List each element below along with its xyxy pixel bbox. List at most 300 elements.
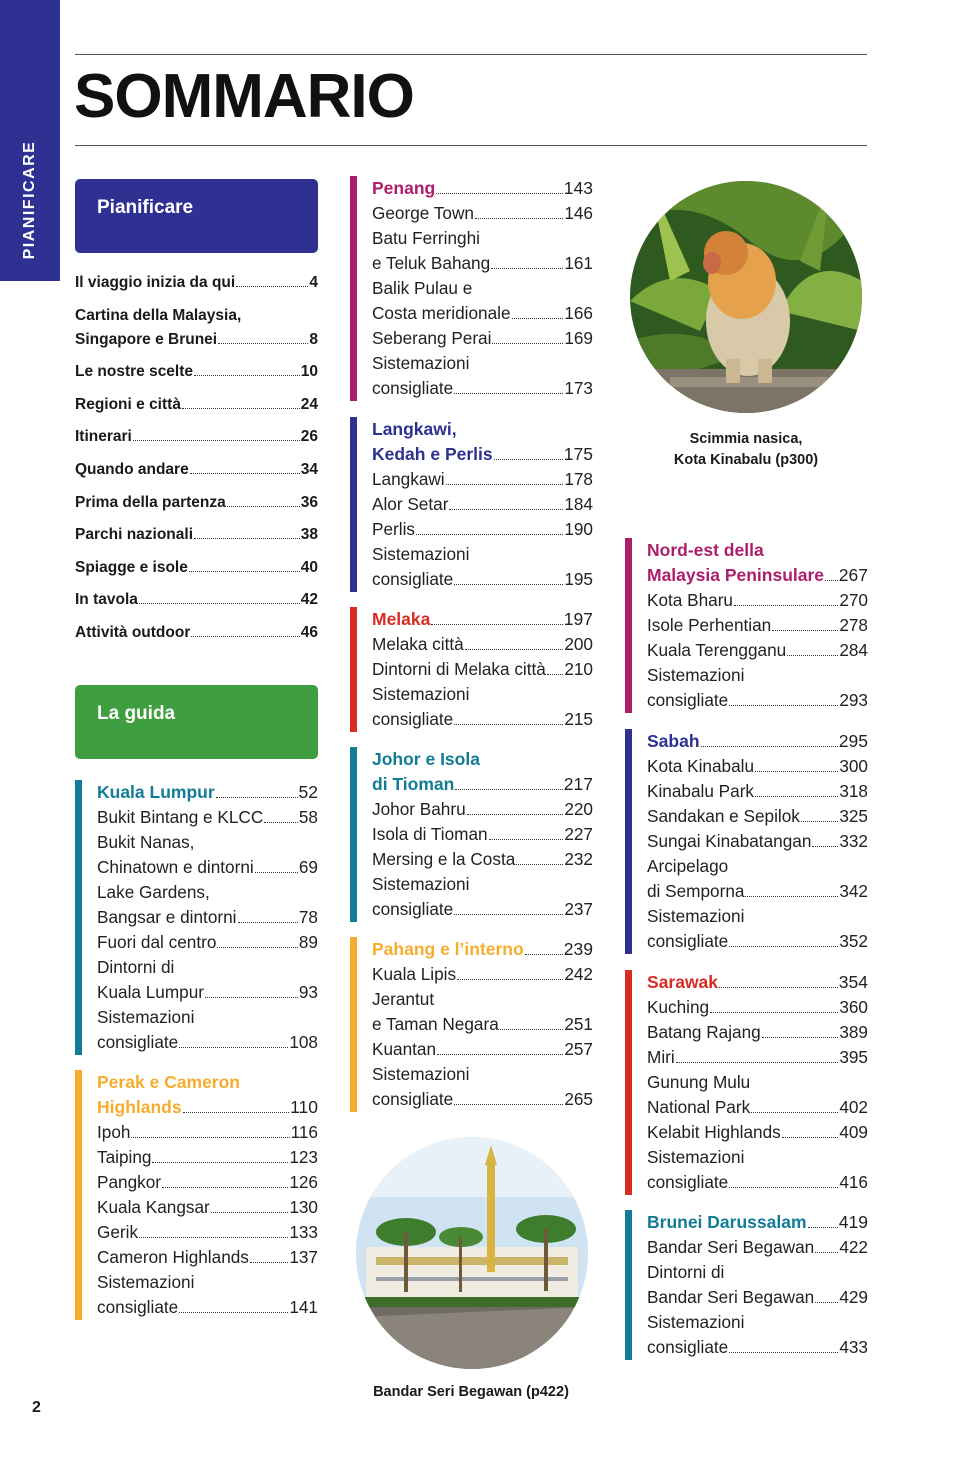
leader-dots (431, 624, 562, 625)
toc-entry[interactable] (372, 707, 593, 732)
entry-page: 342 (839, 881, 868, 901)
plan-entry-label: Attività outdoor (75, 623, 191, 641)
plan-entry[interactable] (75, 621, 318, 645)
section-title: Melaka (372, 609, 431, 629)
entry-label: Balik Pulau e (372, 278, 473, 298)
toc-entry (647, 1310, 868, 1335)
entry-label: Sistemazioni (647, 665, 745, 685)
entry-label: consigliate (647, 690, 729, 710)
entry-page: 166 (564, 303, 593, 323)
leader-dots (454, 393, 563, 394)
leader-dots (815, 1252, 838, 1253)
entry-page: 295 (838, 731, 868, 751)
toc-entry[interactable] (647, 1235, 868, 1260)
section-title: Perak e Cameron (97, 1072, 240, 1092)
entry-page: 69 (298, 857, 318, 877)
entry-label: Sistemazioni (647, 906, 745, 926)
toc-entry[interactable] (97, 1170, 318, 1195)
entry-label: Sistemazioni (372, 874, 470, 894)
toc-entry[interactable] (97, 905, 318, 930)
leader-dots (745, 896, 838, 897)
entry-page: 267 (838, 565, 868, 585)
toc-entry[interactable] (97, 980, 318, 1005)
entry-page: 402 (839, 1097, 868, 1117)
section-title: Kedah e Perlis (372, 444, 493, 464)
entry-label: National Park (647, 1097, 751, 1117)
entry-label: Sistemazioni (97, 1007, 195, 1027)
toc-entry[interactable] (372, 492, 593, 517)
plan-entry-page: 26 (300, 428, 318, 446)
leader-dots (489, 839, 564, 840)
section-heading-line[interactable] (647, 1210, 868, 1235)
entry-page: 173 (564, 378, 593, 398)
toc-entry (647, 1260, 868, 1285)
toc-entry[interactable] (372, 567, 593, 592)
section-brunei (625, 1210, 868, 1360)
section-heading-line[interactable] (372, 176, 593, 201)
section-title: Malaysia Peninsulare (647, 565, 825, 585)
entry-label: Sistemazioni (372, 1064, 470, 1084)
leader-dots (729, 1352, 838, 1353)
toc-entry (647, 854, 868, 879)
plan-entry[interactable] (75, 556, 318, 580)
section-title: Langkawi, (372, 419, 457, 439)
toc-entry (372, 1062, 593, 1087)
toc-entry[interactable] (647, 754, 868, 779)
entry-label: Dintorni di (647, 1262, 725, 1282)
toc-entry[interactable] (647, 879, 868, 904)
plan-entry-label: Cartina della Malaysia, (75, 306, 242, 324)
section-title: Highlands (97, 1097, 182, 1117)
side-tab-label: PIANIFICARE (21, 140, 38, 260)
entry-page: 161 (564, 253, 593, 273)
entry-page: 169 (564, 328, 593, 348)
plan-entry-label: Quando andare (75, 460, 189, 478)
leader-dots (416, 534, 563, 535)
entry-label: Perlis (372, 519, 415, 539)
entry-label: Sistemazioni (647, 1312, 745, 1332)
entry-page: 141 (289, 1297, 318, 1317)
leader-dots (812, 846, 838, 847)
entry-page: 284 (839, 640, 868, 660)
entry-page: 58 (298, 807, 318, 827)
entry-label: consigliate (372, 1089, 454, 1109)
entry-page: 409 (839, 1122, 868, 1142)
entry-label: Arcipelago (647, 856, 729, 876)
section-heading-line[interactable] (372, 937, 593, 962)
toc-entry (372, 987, 593, 1012)
toc-entry[interactable] (372, 376, 593, 401)
leader-dots (500, 1029, 564, 1030)
leader-dots (457, 979, 563, 980)
entry-label: Sistemazioni (97, 1272, 195, 1292)
toc-entry (97, 955, 318, 980)
entry-label: Gerik (97, 1222, 139, 1242)
entry-page: 52 (298, 782, 318, 802)
leader-dots (492, 343, 563, 344)
toc-entry (372, 872, 593, 897)
entry-label: Lake Gardens, (97, 882, 210, 902)
entry-page: 220 (564, 799, 593, 819)
leader-dots (762, 1037, 839, 1038)
entry-label: Kota Bharu (647, 590, 733, 610)
toc-entry[interactable] (647, 638, 868, 663)
leader-dots (191, 636, 299, 637)
plan-entry-page: 46 (300, 623, 318, 641)
entry-label: Bandar Seri Begawan (647, 1237, 815, 1257)
plan-list (75, 271, 318, 654)
toc-entry[interactable] (97, 1030, 318, 1055)
entry-page: 433 (839, 1337, 868, 1357)
entry-page: 395 (839, 1047, 868, 1067)
entry-label: Sistemazioni (372, 544, 470, 564)
toc-entry[interactable] (372, 301, 593, 326)
section-langkawi (350, 417, 593, 592)
toc-entry (97, 1005, 318, 1030)
entry-page: 293 (839, 690, 868, 710)
entry-page: 184 (564, 494, 593, 514)
plan-header-box (75, 179, 318, 253)
leader-dots (131, 1137, 289, 1138)
entry-page: 210 (564, 659, 593, 679)
section-penang (350, 176, 593, 401)
toc-entry[interactable] (372, 962, 593, 987)
section-title: Sarawak (647, 972, 719, 992)
entry-page: 270 (839, 590, 868, 610)
section-title: di Tioman (372, 774, 455, 794)
toc-entry[interactable] (647, 804, 868, 829)
section-johor (350, 747, 593, 922)
section-heading-line[interactable] (372, 442, 593, 467)
toc-entry (372, 351, 593, 376)
toc-entry[interactable] (647, 995, 868, 1020)
entry-label: Bangsar e dintorni (97, 907, 237, 927)
leader-dots (516, 864, 563, 865)
leader-dots (755, 771, 838, 772)
leader-dots (454, 914, 563, 915)
entry-label: Taiping (97, 1147, 152, 1167)
toc-entry[interactable] (372, 797, 593, 822)
leader-dots (525, 954, 563, 955)
leader-dots (194, 375, 300, 376)
entry-label: Isola di Tioman (372, 824, 488, 844)
leader-dots (238, 922, 298, 923)
mosque-caption: Bandar Seri Begawan (p422) (373, 1384, 569, 1400)
entry-label: e Teluk Bahang (372, 253, 491, 273)
leader-dots (179, 1047, 288, 1048)
leader-dots (217, 947, 297, 948)
toc-entry[interactable] (372, 822, 593, 847)
section-heading-line[interactable] (647, 970, 868, 995)
toc-entry[interactable] (372, 657, 593, 682)
leader-dots (825, 580, 838, 581)
plan-entry[interactable] (75, 425, 318, 449)
leader-dots (182, 408, 300, 409)
toc-entry[interactable] (372, 1012, 593, 1037)
leader-dots (782, 1137, 839, 1138)
toc-entry[interactable] (97, 1245, 318, 1270)
plan-entry[interactable] (75, 523, 318, 547)
entry-page: 190 (564, 519, 593, 539)
entry-page: 200 (564, 634, 593, 654)
section-heading-line[interactable] (647, 563, 868, 588)
plan-entry[interactable] (75, 271, 318, 295)
plan-entry-page: 40 (300, 558, 318, 576)
entry-label: Isole Perhentian (647, 615, 772, 635)
leader-dots (676, 1062, 839, 1063)
toc-entry[interactable] (647, 1285, 868, 1310)
plan-entry-page: 36 (300, 493, 318, 511)
toc-entry[interactable] (647, 1170, 868, 1195)
plan-entry[interactable] (75, 360, 318, 384)
entry-page: 130 (289, 1197, 318, 1217)
plan-entry[interactable] (75, 393, 318, 417)
toc-entry (97, 1270, 318, 1295)
entry-label: consigliate (647, 1337, 729, 1357)
entry-label: Sistemazioni (647, 1147, 745, 1167)
toc-entry[interactable] (97, 930, 318, 955)
section-sarawak (625, 970, 868, 1195)
leader-dots (465, 649, 564, 650)
toc-entry[interactable] (647, 613, 868, 638)
toc-entry[interactable] (647, 688, 868, 713)
leader-dots (133, 440, 300, 441)
leader-dots (494, 459, 563, 460)
toc-entry[interactable] (97, 1295, 318, 1320)
toc-entry[interactable] (97, 1220, 318, 1245)
section-perak (75, 1070, 318, 1320)
entry-label: consigliate (647, 931, 729, 951)
entry-label: e Taman Negara (372, 1014, 499, 1034)
section-melaka (350, 607, 593, 732)
entry-label: consigliate (97, 1032, 179, 1052)
side-tab (0, 0, 60, 281)
page-title: SOMMARIO (74, 62, 414, 131)
leader-dots (751, 1112, 838, 1113)
entry-page: 419 (838, 1212, 868, 1232)
leader-dots (455, 789, 562, 790)
entry-label: Dintorni di (97, 957, 175, 977)
entry-label: Sandakan e Sepilok (647, 806, 800, 826)
leader-dots (189, 571, 300, 572)
toc-entry[interactable] (97, 1145, 318, 1170)
section-heading-line (97, 1070, 318, 1095)
leader-dots (190, 473, 300, 474)
entry-page: 332 (839, 831, 868, 851)
entry-page: 78 (298, 907, 318, 927)
toc-entry[interactable] (372, 1037, 593, 1062)
section-heading-line[interactable] (372, 607, 593, 632)
section-title: Kuala Lumpur (97, 782, 215, 802)
plan-entry-page: 24 (300, 395, 318, 413)
leader-dots (547, 674, 563, 675)
toc-entry (372, 276, 593, 301)
toc-entry[interactable] (372, 326, 593, 351)
entry-page: 389 (839, 1022, 868, 1042)
toc-entry (647, 904, 868, 929)
toc-entry[interactable] (372, 517, 593, 542)
toc-entry[interactable] (647, 1120, 868, 1145)
entry-label: Melaka città (372, 634, 464, 654)
toc-entry[interactable] (97, 855, 318, 880)
toc-entry[interactable] (647, 1095, 868, 1120)
entry-label: Kuantan (372, 1039, 437, 1059)
leader-dots (255, 872, 298, 873)
section-heading-line[interactable] (97, 1095, 318, 1120)
leader-dots (139, 603, 300, 604)
entry-label: Kelabit Highlands (647, 1122, 781, 1142)
toc-entry[interactable] (372, 1087, 593, 1112)
entry-page: 146 (564, 203, 593, 223)
plan-entry-label: Prima della partenza (75, 493, 226, 511)
entry-label: Alor Setar (372, 494, 449, 514)
entry-label: Kuching (647, 997, 710, 1017)
entry-label: Mersing e la Costa (372, 849, 516, 869)
entry-label: Kuala Kangsar (97, 1197, 210, 1217)
plan-entry[interactable] (75, 588, 318, 612)
monkey-caption-line2: Kota Kinabalu (p300) (673, 452, 819, 468)
leader-dots (729, 946, 838, 947)
monkey-caption (640, 429, 852, 471)
toc-entry[interactable] (372, 847, 593, 872)
leader-dots (772, 630, 838, 631)
entry-label: di Semporna (647, 881, 745, 901)
entry-page: 123 (289, 1147, 318, 1167)
entry-label: Batang Rajang (647, 1022, 761, 1042)
plan-entry-label: Spiagge e isole (75, 558, 188, 576)
entry-label: Cameron Highlands (97, 1247, 249, 1267)
leader-dots (808, 1227, 838, 1228)
toc-entry[interactable] (372, 897, 593, 922)
entry-label: Johor Bahru (372, 799, 466, 819)
entry-label: Kinabalu Park (647, 781, 755, 801)
leader-dots (211, 1212, 289, 1213)
guide-header: La guida (97, 703, 176, 724)
toc-entry[interactable] (97, 1195, 318, 1220)
toc-entry (97, 880, 318, 905)
plan-entry-label: Le nostre scelte (75, 363, 194, 381)
entry-page: 143 (563, 178, 593, 198)
entry-label: consigliate (372, 378, 454, 398)
section-kuala-lumpur (75, 780, 318, 1055)
plan-entry-label: Il viaggio inizia da qui (75, 274, 236, 291)
plan-entry[interactable] (75, 328, 318, 352)
section-nord-est (625, 538, 868, 713)
section-title: Brunei Darussalam (647, 1212, 807, 1232)
toc-entry[interactable] (647, 779, 868, 804)
leader-dots (787, 655, 838, 656)
leader-dots (801, 821, 838, 822)
entry-page: 265 (564, 1089, 593, 1109)
leader-dots (454, 724, 563, 725)
leader-dots (512, 318, 564, 319)
leader-dots (250, 1262, 288, 1263)
section-sabah (625, 729, 868, 954)
plan-entry-label: In tavola (75, 591, 138, 609)
entry-page: 217 (563, 774, 593, 794)
leader-dots (449, 509, 563, 510)
toc-entry[interactable] (97, 805, 318, 830)
entry-page: 178 (564, 469, 593, 489)
plan-entry[interactable] (75, 491, 318, 515)
entry-page: 239 (563, 939, 593, 959)
leader-dots (710, 1012, 838, 1013)
entry-page: 360 (839, 997, 868, 1017)
plan-entry-page: 4 (309, 274, 318, 291)
entry-page: 93 (298, 982, 318, 1002)
toc-entry (97, 830, 318, 855)
entry-label: Kuala Lumpur (97, 982, 205, 1002)
leader-dots (436, 193, 563, 194)
toc-entry[interactable] (647, 829, 868, 854)
leader-dots (475, 218, 563, 219)
entry-label: Ipoh (97, 1122, 131, 1142)
section-heading-line[interactable] (372, 772, 593, 797)
entry-label: Costa meridionale (372, 303, 511, 323)
leader-dots (236, 286, 308, 287)
leader-dots (755, 796, 838, 797)
toc-entry[interactable] (647, 1335, 868, 1360)
toc-entry[interactable] (647, 588, 868, 613)
toc-entry[interactable] (372, 467, 593, 492)
entry-label: consigliate (372, 709, 454, 729)
leader-dots (205, 997, 298, 998)
entry-label: Pangkor (97, 1172, 162, 1192)
toc-entry[interactable] (647, 1020, 868, 1045)
entry-label: Kuala Terengganu (647, 640, 787, 660)
leader-dots (216, 797, 298, 798)
toc-entry[interactable] (647, 1045, 868, 1070)
leader-dots (446, 484, 564, 485)
entry-page: 352 (839, 931, 868, 951)
leader-dots (491, 268, 563, 269)
entry-page: 318 (839, 781, 868, 801)
entry-page: 116 (290, 1122, 318, 1142)
guide-header-box (75, 685, 318, 759)
toc-entry[interactable] (372, 251, 593, 276)
entry-page: 195 (564, 569, 593, 589)
toc-entry (647, 1070, 868, 1095)
entry-page: 227 (564, 824, 593, 844)
toc-entry[interactable] (372, 201, 593, 226)
section-heading-line[interactable] (647, 729, 868, 754)
leader-dots (194, 538, 300, 539)
proboscis-monkey-photo (630, 181, 862, 413)
toc-entry[interactable] (647, 929, 868, 954)
toc-entry (372, 682, 593, 707)
toc-entry[interactable] (97, 1120, 318, 1145)
toc-entry[interactable] (372, 632, 593, 657)
plan-entry-page: 34 (300, 460, 318, 478)
entry-label: Bukit Nanas, (97, 832, 195, 852)
entry-label: Fuori dal centro (97, 932, 217, 952)
plan-entry-label: Itinerari (75, 428, 132, 446)
entry-label: Sistemazioni (372, 684, 470, 704)
entry-page: 110 (290, 1097, 318, 1117)
section-heading-line[interactable] (97, 780, 318, 805)
section-title: Nord-est della (647, 540, 764, 560)
entry-page: 232 (564, 849, 593, 869)
plan-entry-label: Singapore e Brunei (75, 330, 218, 348)
entry-page: 197 (563, 609, 593, 629)
leader-dots (264, 822, 298, 823)
entry-label: consigliate (372, 899, 454, 919)
entry-page: 137 (289, 1247, 318, 1267)
entry-label: Gunung Mulu (647, 1072, 751, 1092)
plan-entry-label: Regioni e città (75, 395, 181, 413)
entry-label: Kota Kinabalu (647, 756, 755, 776)
plan-entry[interactable] (75, 458, 318, 482)
